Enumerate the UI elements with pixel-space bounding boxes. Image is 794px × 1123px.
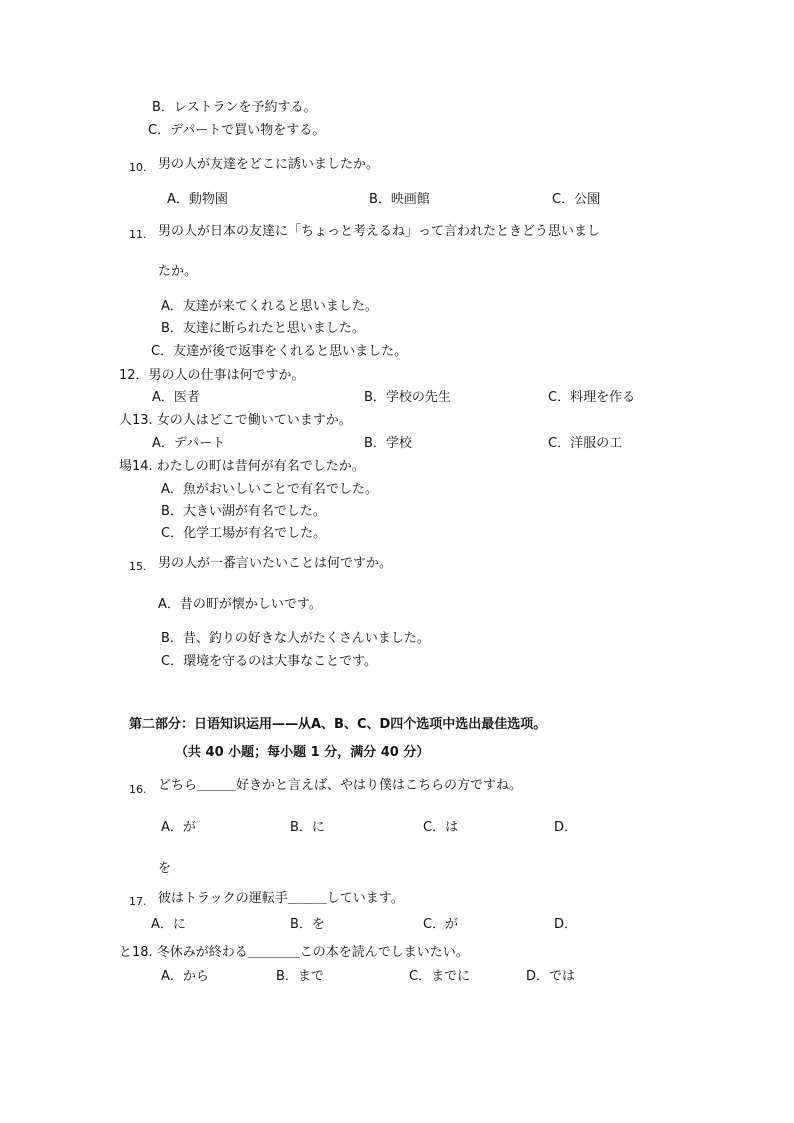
q17-option-d: D． <box>554 917 578 932</box>
q11-number: 11. <box>129 228 147 241</box>
q15-option-b: B．昔、釣りの好きな人がたくさんいました。 <box>161 631 430 646</box>
q12-question: 12．男の人の仕事は何ですか。 <box>119 368 305 383</box>
q15-number: 15. <box>129 560 147 573</box>
q17-option-a: A．に <box>151 917 186 932</box>
q12-option-b: B．学校の先生 <box>364 390 451 405</box>
q14-option-c: C．化学工場が有名でした。 <box>161 526 327 541</box>
q15-option-c: C．環境を守るのは大事なことです。 <box>161 654 378 669</box>
q11-option-a: A．友達が来てくれると思いました。 <box>161 299 378 314</box>
q17-option-c: C．が <box>423 917 459 932</box>
q17-number: 17. <box>129 895 147 908</box>
q13-option-a: A．デパート <box>152 436 226 451</box>
q12-option-a: A．医者 <box>152 390 200 405</box>
q13-question: 人13. 女の人はどこで働いていますか。 <box>119 413 352 428</box>
q16-option-c: C．は <box>423 820 459 835</box>
q16-number: 16. <box>129 783 147 796</box>
q15-option-a: A．昔の町が懐かしいです。 <box>158 597 322 612</box>
q9-option-c: C．デパートで買い物をする。 <box>148 123 326 138</box>
q16-option-d-cont: を <box>158 861 172 876</box>
q11-option-c: C．友達が後で返事をくれると思いました。 <box>151 344 408 359</box>
q11-question: 男の人が日本の友達に「ちょっと考えるね」って言われたときどう思いまし <box>158 224 601 239</box>
q16-option-d: D． <box>554 820 578 835</box>
q13-option-c: C．洋服の工 <box>548 436 623 451</box>
q18-option-c: C．までに <box>409 969 471 984</box>
q10-option-b: B．映画館 <box>369 192 430 207</box>
q9-option-b: B．レストランを予約する。 <box>152 100 317 115</box>
part2-title: 第二部分：日语知识运用——从A、B、C、D四个选项中选出最佳选项。 <box>129 717 547 732</box>
q15-question: 男の人が一番言いたいことは何ですか。 <box>158 556 393 571</box>
q18-question: と18. 冬休みが終わる＿＿＿＿この本を読んでしまいたい。 <box>119 945 469 960</box>
q12-option-c: C．料理を作る <box>548 390 636 405</box>
q14-question: 場14. わたしの町は昔何が有名でしたか。 <box>119 459 365 474</box>
q10-number: 10. <box>129 161 147 174</box>
q17-option-b: B．を <box>290 917 325 932</box>
part2-subtitle: （共 40 小题；每小题 1 分，满分 40 分） <box>175 745 430 760</box>
q11-question-cont: たか。 <box>158 264 198 279</box>
q17-question: 彼はトラックの運転手＿＿＿しています。 <box>158 891 404 906</box>
q16-option-b: B．に <box>290 820 325 835</box>
q18-option-a: A．から <box>161 969 209 984</box>
q14-option-b: B．大きい湖が有名でした。 <box>161 504 326 519</box>
q11-option-b: B．友達に断られたと思いました。 <box>161 321 365 336</box>
q10-option-a: A．動物園 <box>167 192 228 207</box>
q14-option-a: A．魚がおいしいことで有名でした。 <box>161 482 378 497</box>
q18-option-b: B．まで <box>276 969 324 984</box>
q16-question: どちら＿＿＿好きかと言えば、やはり僕はこちらの方ですね。 <box>158 778 523 793</box>
q16-option-a: A．が <box>161 820 196 835</box>
q10-option-c: C．公園 <box>552 192 601 207</box>
q10-question: 男の人が友達をどこに誘いましたか。 <box>158 157 380 172</box>
q13-option-b: B．学校 <box>364 436 412 451</box>
q18-option-d: D．では <box>526 969 576 984</box>
